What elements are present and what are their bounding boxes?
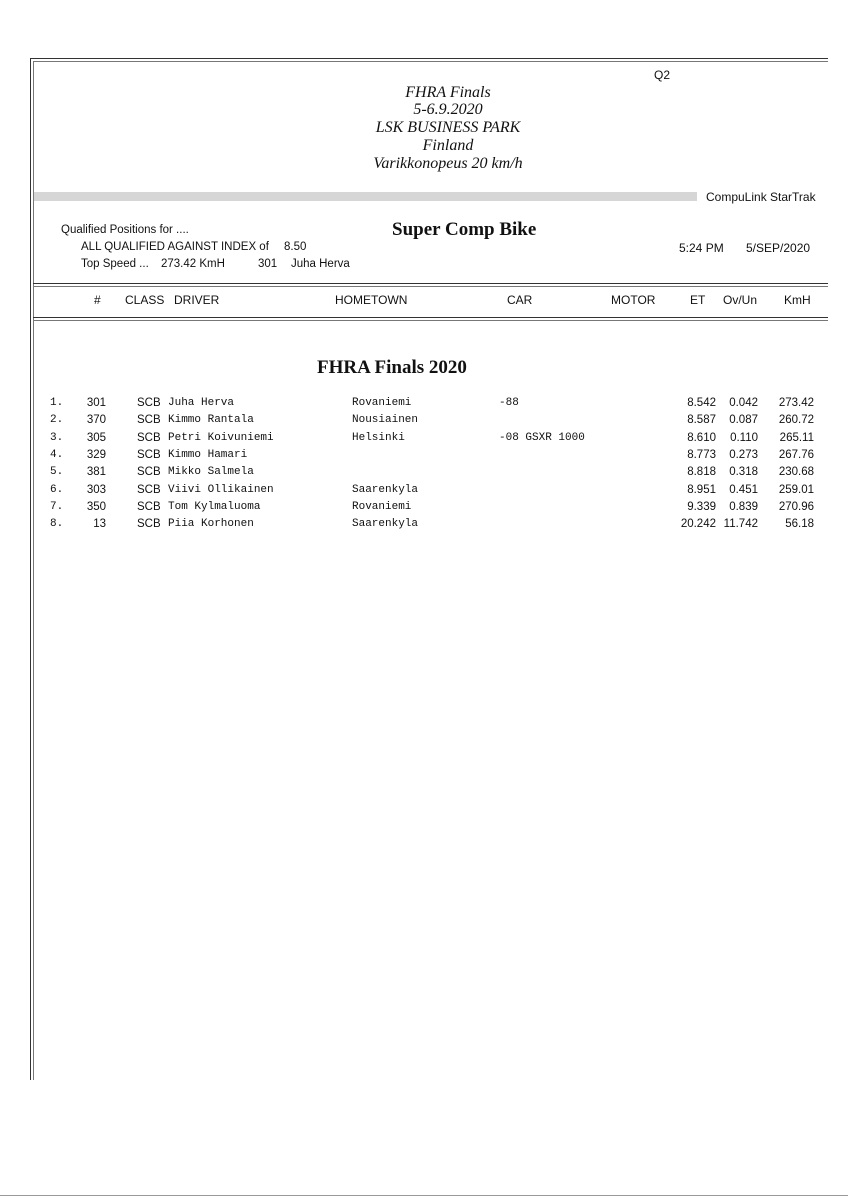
header-rule-top bbox=[33, 283, 828, 284]
cell-pos: 2. bbox=[50, 414, 64, 427]
left-border bbox=[30, 58, 31, 1080]
cell-kmh: 260.72 bbox=[778, 414, 814, 427]
cell-hometown: Helsinki bbox=[352, 431, 405, 444]
table-row bbox=[0, 518, 848, 535]
cell-class: SCB bbox=[137, 448, 161, 461]
cell-driver: Kimmo Hamari bbox=[168, 448, 248, 461]
top-speed-value: 273.42 KmH bbox=[161, 258, 225, 270]
top-border-inner bbox=[33, 61, 828, 62]
col-ovun: Ov/Un bbox=[723, 293, 758, 307]
col-motor: MOTOR bbox=[611, 293, 656, 307]
cell-ovun: 0.318 bbox=[729, 466, 758, 479]
index-label: ALL QUALIFIED AGAINST INDEX of bbox=[81, 241, 269, 253]
cell-et: 8.773 bbox=[687, 448, 716, 461]
cell-num: 370 bbox=[86, 414, 106, 427]
dotted-separator bbox=[33, 192, 697, 201]
table-row bbox=[0, 414, 848, 431]
cell-num: 381 bbox=[86, 466, 106, 479]
cell-kmh: 265.11 bbox=[779, 431, 814, 444]
cell-num: 301 bbox=[86, 397, 106, 409]
cell-pos: 7. bbox=[50, 500, 64, 513]
cell-hometown: Rovaniemi bbox=[352, 500, 412, 513]
cell-class: SCB bbox=[137, 414, 161, 427]
cell-driver: Tom Kylmaluoma bbox=[168, 500, 261, 513]
table-row bbox=[0, 484, 848, 501]
cell-ovun: 0.451 bbox=[729, 483, 758, 496]
cell-pos: 3. bbox=[50, 431, 64, 444]
cell-pos: 1. bbox=[50, 397, 64, 409]
cell-ovun: 0.110 bbox=[730, 431, 758, 444]
cell-driver: Kimmo Rantala bbox=[168, 414, 254, 427]
left-border-inner bbox=[33, 61, 34, 1080]
cell-num: 303 bbox=[86, 483, 106, 496]
cell-kmh: 259.01 bbox=[778, 483, 814, 496]
col-hometown: HOMETOWN bbox=[335, 293, 408, 307]
col-driver: DRIVER bbox=[174, 293, 220, 307]
cell-et: 8.542 bbox=[687, 397, 716, 409]
cell-driver: Piia Korhonen bbox=[168, 518, 254, 531]
col-num: # bbox=[94, 293, 101, 307]
cell-pos: 5. bbox=[50, 466, 64, 479]
cell-driver: Mikko Salmela bbox=[168, 466, 254, 479]
cell-class: SCB bbox=[137, 518, 161, 531]
cell-class: SCB bbox=[137, 466, 161, 479]
cell-num: 13 bbox=[93, 518, 106, 531]
cell-num: 329 bbox=[86, 448, 106, 461]
col-car: CAR bbox=[507, 293, 533, 307]
cell-et: 8.818 bbox=[687, 466, 716, 479]
table-row bbox=[0, 432, 848, 449]
session-label: Q2 bbox=[654, 68, 671, 82]
col-et: ET bbox=[690, 293, 706, 307]
bottom-edge bbox=[0, 1195, 848, 1196]
report-date: 5/SEP/2020 bbox=[746, 241, 811, 255]
cell-class: SCB bbox=[137, 431, 161, 444]
top-speed-label: Top Speed ... bbox=[81, 258, 149, 270]
cell-ovun: 11.742 bbox=[723, 518, 758, 531]
cell-driver: Viivi Ollikainen bbox=[168, 483, 274, 496]
cell-et: 9.339 bbox=[687, 500, 716, 513]
cell-ovun: 0.839 bbox=[729, 500, 758, 513]
event-dates: 5-6.9.2020 bbox=[413, 101, 483, 118]
index-value: 8.50 bbox=[284, 241, 307, 253]
cell-kmh: 273.42 bbox=[778, 397, 814, 409]
event-country: Finland bbox=[422, 137, 474, 154]
pit-speed: Varikkonopeus 20 km/h bbox=[373, 155, 523, 172]
top-speed-driver: Juha Herva bbox=[291, 258, 350, 270]
cell-hometown: Rovaniemi bbox=[352, 397, 412, 409]
table-row bbox=[0, 397, 848, 414]
event-venue: LSK BUSINESS PARK bbox=[375, 119, 521, 136]
report-time: 5:24 PM bbox=[679, 241, 724, 255]
cell-hometown: Saarenkyla bbox=[352, 518, 419, 531]
cell-pos: 8. bbox=[50, 518, 64, 531]
top-border bbox=[30, 58, 828, 59]
cell-driver: Juha Herva bbox=[168, 397, 235, 409]
cell-hometown: Saarenkyla bbox=[352, 483, 419, 496]
cell-num: 350 bbox=[86, 500, 106, 513]
col-kmh: KmH bbox=[784, 293, 811, 307]
cell-car: -08 GSXR 1000 bbox=[499, 431, 585, 444]
table-row bbox=[0, 501, 848, 518]
event-title: FHRA Finals bbox=[405, 84, 491, 101]
cell-ovun: 0.087 bbox=[729, 414, 758, 427]
col-class: CLASS bbox=[125, 293, 165, 307]
cell-et: 8.587 bbox=[687, 414, 716, 427]
class-title: Super Comp Bike bbox=[392, 219, 537, 240]
cell-hometown: Nousiainen bbox=[352, 414, 419, 427]
cell-ovun: 0.273 bbox=[729, 448, 758, 461]
cell-pos: 6. bbox=[50, 483, 64, 496]
header-rule-bottom-2 bbox=[33, 320, 828, 321]
cell-kmh: 267.76 bbox=[778, 448, 814, 461]
cell-kmh: 270.96 bbox=[778, 500, 814, 513]
cell-kmh: 230.68 bbox=[778, 466, 814, 479]
table-row bbox=[0, 466, 848, 483]
cell-driver: Petri Koivuniemi bbox=[168, 431, 274, 444]
cell-et: 8.951 bbox=[687, 483, 716, 496]
qualified-label: Qualified Positions for .... bbox=[61, 224, 189, 236]
table-row bbox=[0, 449, 848, 466]
header-rule-top-2 bbox=[33, 286, 828, 287]
cell-kmh: 56.18 bbox=[785, 518, 814, 531]
cell-et: 8.610 bbox=[687, 431, 716, 444]
section-title: FHRA Finals 2020 bbox=[317, 357, 467, 378]
cell-num: 305 bbox=[86, 431, 106, 444]
cell-car: -88 bbox=[499, 397, 519, 409]
cell-et: 20.242 bbox=[680, 518, 716, 531]
cell-class: SCB bbox=[137, 500, 161, 513]
cell-ovun: 0.042 bbox=[729, 397, 758, 409]
header-rule-bottom bbox=[33, 317, 828, 318]
cell-class: SCB bbox=[137, 483, 161, 496]
system-brand: CompuLink StarTrak bbox=[706, 190, 816, 204]
cell-class: SCB bbox=[137, 397, 161, 409]
top-speed-number: 301 bbox=[258, 258, 278, 270]
cell-pos: 4. bbox=[50, 448, 64, 461]
